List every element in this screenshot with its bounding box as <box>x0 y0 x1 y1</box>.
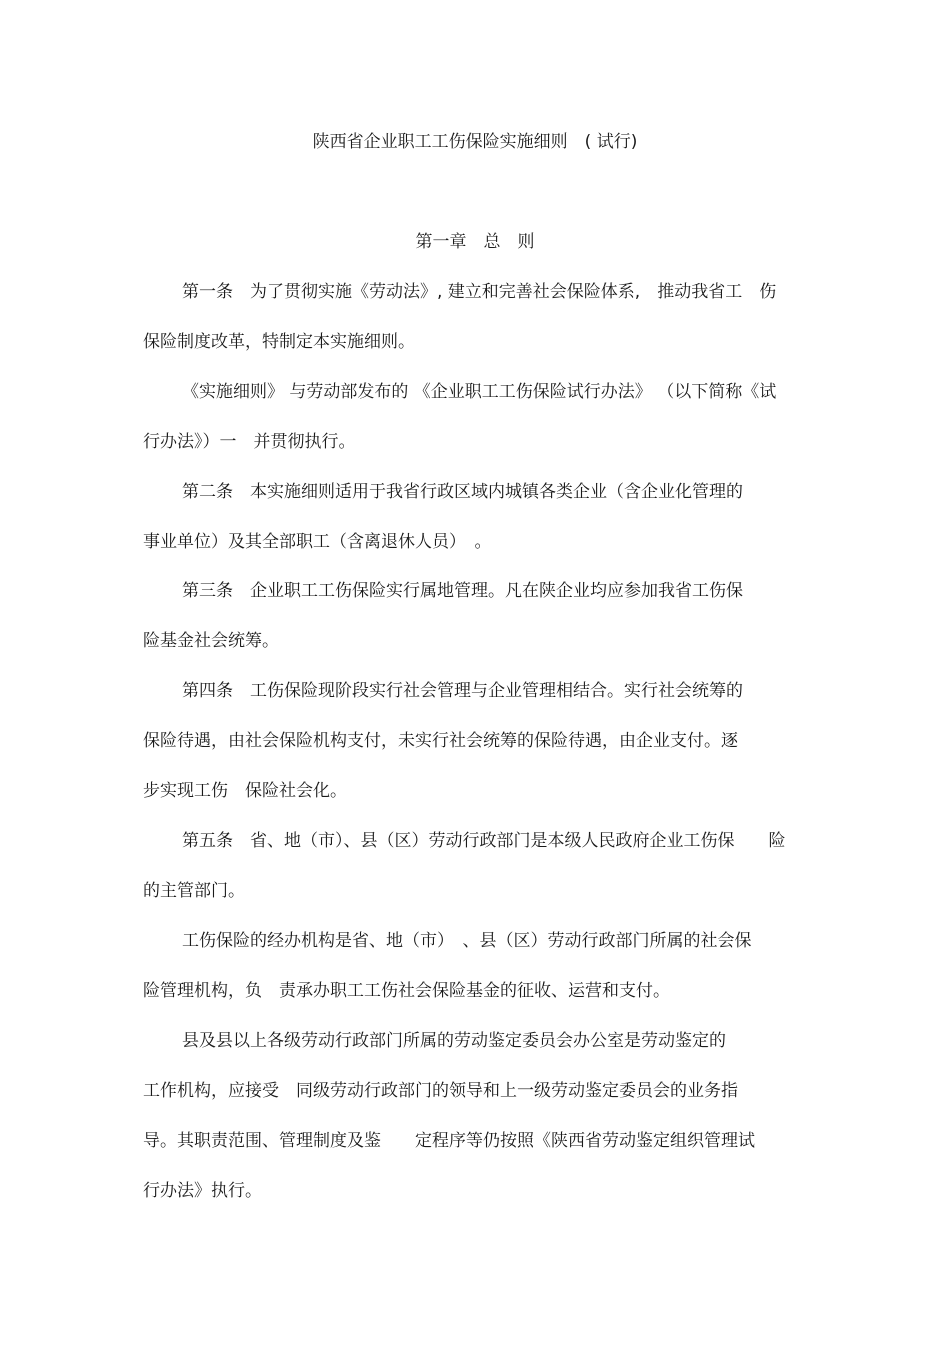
article-5-line-1: 第五条 省、地（市）、县（区）劳动行政部门是本级人民政府企业工伤保 险 <box>182 831 786 851</box>
article-5-para-3-line-3: 导。其职责范围、管理制度及鉴 定程序等仍按照《陕西省劳动鉴定组织管理试 <box>143 1131 755 1151</box>
article-1-note-line-1: 《实施细则》 与劳动部发布的 《企业职工工伤保险试行办法》 （以下简称《试 <box>182 382 777 402</box>
article-4-line-3: 步实现工伤 保险社会化。 <box>143 781 347 801</box>
article-2-line-2: 事业单位）及其全部职工（含离退休人员） 。 <box>143 532 492 552</box>
article-4-line-1: 第四条 工伤保险现阶段实行社会管理与企业管理相结合。实行社会统筹的 <box>182 681 743 701</box>
article-5-para-3-line-4: 行办法》执行。 <box>143 1181 262 1201</box>
article-5-para-2-line-2: 险管理机构，负 责承办职工工伤社会保险基金的征收、运营和支付。 <box>143 981 670 1001</box>
article-3-line-2: 险基金社会统筹。 <box>143 631 279 651</box>
article-1-line-2: 保险制度改革，特制定本实施细则。 <box>143 332 415 352</box>
article-2-line-1: 第二条 本实施细则适用于我省行政区域内城镇各类企业（含企业化管理的 <box>182 482 743 502</box>
article-4-line-2: 保险待遇，由社会保险机构支付，未实行社会统筹的保险待遇，由企业支付。逐 <box>143 731 738 751</box>
chapter-heading: 第一章 总 则 <box>415 232 535 252</box>
article-5-line-2: 的主管部门。 <box>143 881 245 901</box>
article-5-para-2-line-1: 工伤保险的经办机构是省、地（市） 、县（区）劳动行政部门所属的社会保 <box>182 931 752 951</box>
article-5-para-3-line-2: 工作机构，应接受 同级劳动行政部门的领导和上一级劳动鉴定委员会的业务指 <box>143 1081 738 1101</box>
article-5-para-3-line-1: 县及县以上各级劳动行政部门所属的劳动鉴定委员会办公室是劳动鉴定的 <box>182 1031 726 1051</box>
article-1-line-1: 第一条 为了贯彻实施《劳动法》, 建立和完善社会保险体系, 推动我省工 伤 <box>182 282 777 302</box>
article-1-note-line-2: 行办法》）一 并贯彻执行。 <box>143 432 356 452</box>
article-3-line-1: 第三条 企业职工工伤保险实行属地管理。凡在陕企业均应参加我省工伤保 <box>182 581 743 601</box>
document-title: 陕西省企业职工工伤保险实施细则 ( 试行) <box>312 132 638 152</box>
